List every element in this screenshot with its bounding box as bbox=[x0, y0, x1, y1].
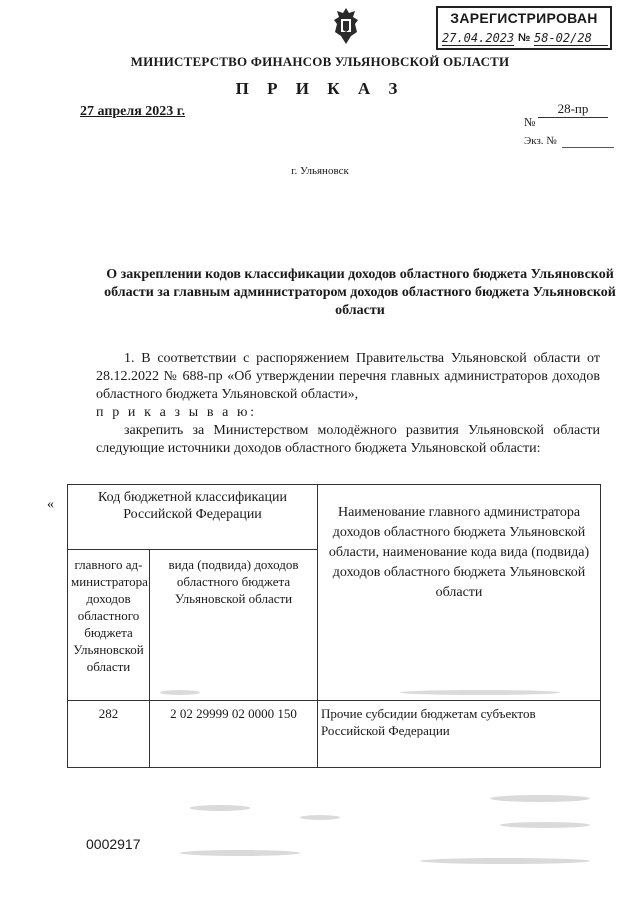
document-type: П Р И К А З bbox=[235, 79, 405, 98]
revenue-name-cell: Прочие субсидии бюджетам субъектов Российской Федерации bbox=[318, 701, 601, 768]
header-classification-code: Код бюджетной классификации Российской Федерации bbox=[68, 485, 318, 550]
copy-number-label: Экз. № bbox=[524, 135, 557, 147]
order-date: 27 апреля 2023 г. bbox=[80, 104, 186, 119]
table-header-row bbox=[68, 485, 601, 550]
admin-code-cell: 282 bbox=[68, 701, 150, 768]
stamp-number-label: № bbox=[518, 32, 531, 44]
order-number: 28-пр bbox=[538, 101, 608, 118]
header-kind-code: вида (подвида) доходов областного бюджета Ульяновской области bbox=[150, 550, 318, 701]
stamp-date: 27.04.2023 bbox=[442, 31, 515, 45]
quote-open: « bbox=[47, 497, 54, 512]
registration-stamp bbox=[436, 6, 612, 50]
coat-of-arms-icon bbox=[331, 6, 361, 46]
scan-code: 0002917 bbox=[86, 836, 141, 852]
header-name: Наименование главного администратора доходов областного бюджета Ульяновской области, наименование кода вида (подвида) доходов областного бюджета Ульяновской области bbox=[318, 485, 601, 701]
city: г. Ульяновск bbox=[291, 165, 349, 177]
kind-code-cell: 2 02 29999 02 0000 150 bbox=[150, 701, 318, 768]
paragraph-1-verb: п р и к а з ы в а ю: bbox=[96, 405, 257, 420]
paragraph-2: закрепить за Министерством молодёжного развития Ульяновской области следующие источники доходов областного бюджета Ульяновской области: bbox=[96, 423, 600, 456]
ministry-name: МИНИСТЕРСТВО ФИНАНСОВ УЛЬЯНОВСКОЙ ОБЛАСТИ bbox=[130, 54, 510, 69]
order-number-label: № bbox=[524, 115, 536, 129]
stamp-number: 58-02/28 bbox=[534, 31, 608, 46]
stamp-title: ЗАРЕГИСТРИРОВАН bbox=[450, 10, 598, 26]
order-subject: О закреплении кодов классификации доходов областного бюджета Ульяновской области за главным администратором доходов областного бюджета Ульяновской области bbox=[104, 267, 616, 318]
paragraph-1-text: 1. В соответствии с распоряжением Правительства Ульяновской области от 28.12.2022 № 688-пр «Об утверждении перечня главных администраторов доходов областного бюджета Ульяновской области», bbox=[96, 351, 600, 402]
revenue-codes-table bbox=[67, 484, 601, 768]
header-admin-code: главного ад-министратора доходов областного бюджета Ульяновской области bbox=[68, 550, 150, 701]
paragraph-1 bbox=[96, 350, 600, 422]
copy-number-line bbox=[562, 147, 614, 148]
table-row bbox=[68, 701, 601, 768]
